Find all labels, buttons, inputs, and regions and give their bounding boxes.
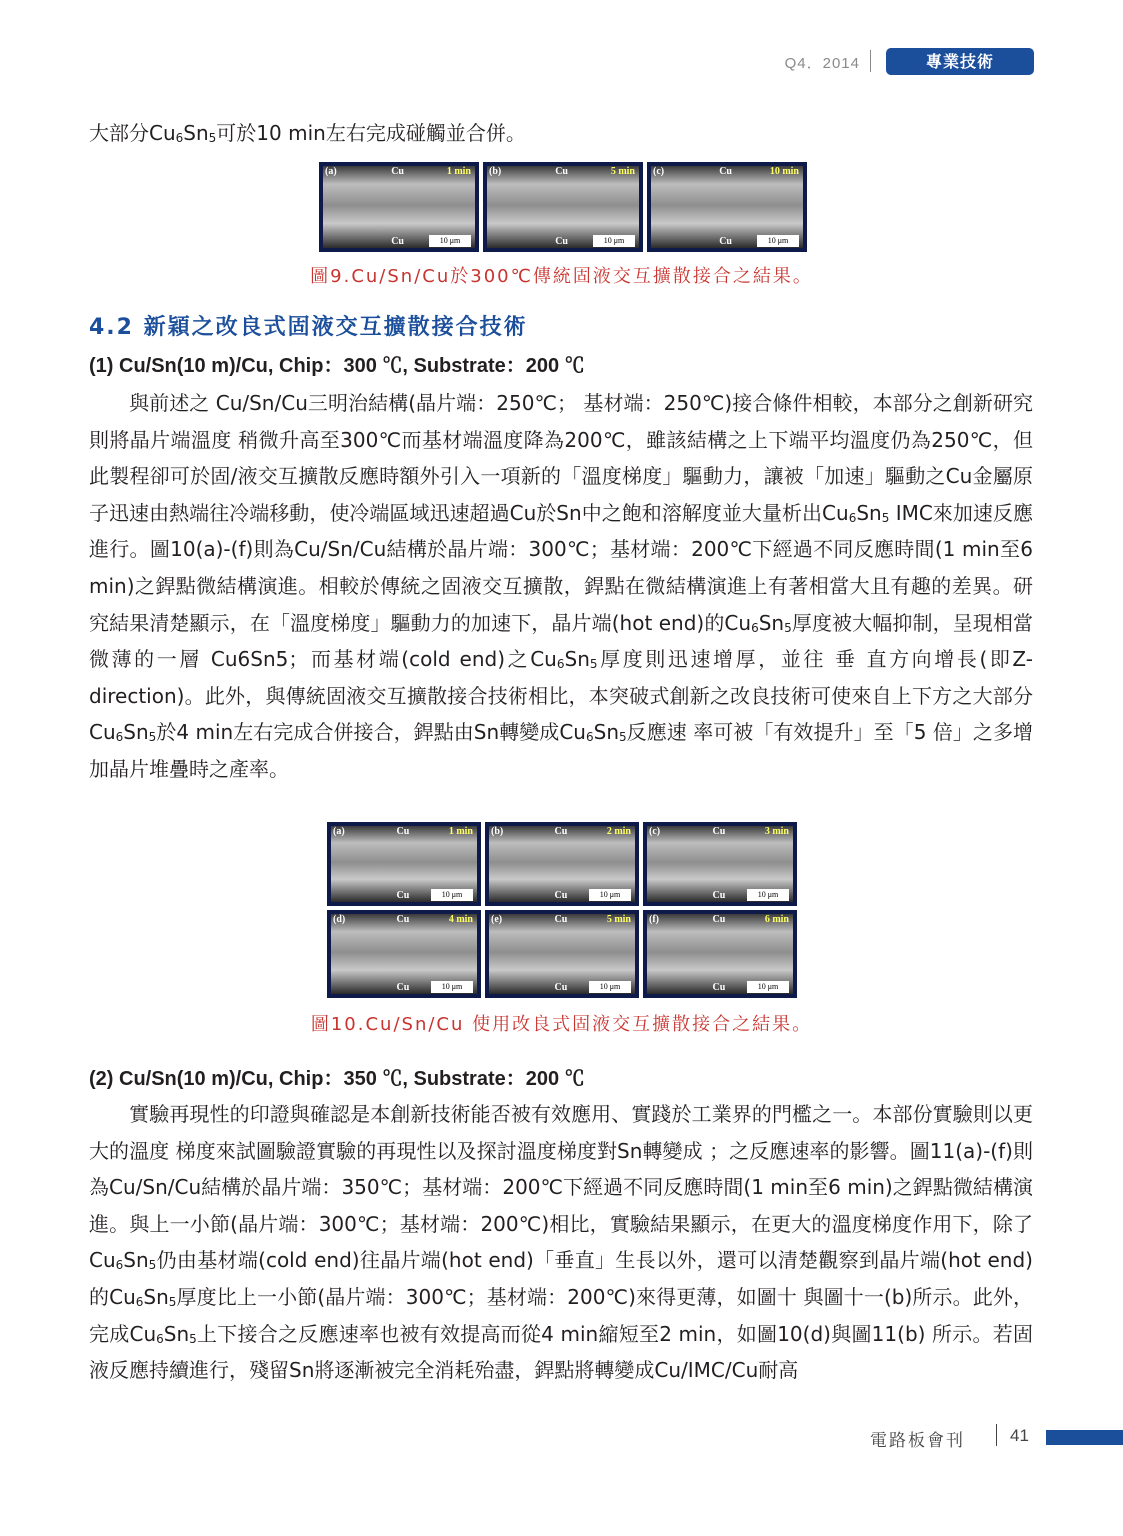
figure-10-panel: [485, 822, 639, 906]
scale-bar: 10 μm: [747, 981, 789, 993]
panel-bottom-label: Cu: [712, 982, 726, 993]
body-paragraph-2: 實驗再現性的印證與確認是本創新技術能否被有效應用、實踐於工業界的門檻之一。本部份實驗則以更大的溫度 梯度來試圖驗證實驗的再現性以及探討溫度梯度對Sn轉變成 ；之反應速率的影響。圖11(a)-(f)則為Cu/Sn/Cu結構於晶片端：350℃；基材端：200℃下經過不同反應時間(1 min至6 min)之銲點微結構演進。與上一小節(晶片端：300℃；基材端：200℃)相比，實驗結果顯示，在更大的溫度梯度作用下，除了$Cu_6Sn_5$仍由基材端(cold end)往晶片端(hot end)「垂直」生長以外，還可以清楚觀察到晶片端(hot end)的$Cu_6Sn_5$厚度比上一小節(晶片端：300℃；基材端：200℃)來得更薄，如圖十 與圖十一(b)所示。此外，完成$Cu_6Sn_5$上下接合之反應速率也被有效提高而從4 min縮短至2 min，如圖10(d)與圖11(b) 所示。若固液反應持續進行，殘留Sn將逐漸被完全消耗殆盡，銲點將轉變成Cu/IMC/Cu耐高: [89, 1102, 1034, 1383]
issue-label: Q4．2014: [784, 55, 860, 72]
panel-label: (b): [489, 166, 502, 177]
panel-time: 1 min: [446, 166, 471, 177]
subsection-heading-1: (1) Cu/Sn(10 m)/Cu, Chip：300 ℃, Substrate：200 ℃: [89, 355, 585, 377]
scale-bar: 10 μm: [589, 889, 631, 901]
panel-bottom-label: Cu: [554, 890, 568, 901]
scale-bar: 10 μm: [747, 889, 789, 901]
figure-10-panel: [327, 822, 481, 906]
figure-9-caption: 圖9.Cu/Sn/Cu於300℃傳統固液交互擴散接合之結果。: [310, 266, 813, 287]
panel-top-label: Cu: [396, 914, 410, 925]
panel-label: (c): [649, 826, 661, 837]
figure-9: [319, 162, 809, 252]
panel-top-label: Cu: [712, 826, 726, 837]
panel-label: (a): [333, 826, 345, 837]
footer-bar: [1046, 1430, 1123, 1445]
section-badge: 專業技術: [886, 48, 1034, 75]
panel-time: 5 min: [610, 166, 635, 177]
header-divider: [870, 50, 871, 72]
panel-top-label: Cu: [719, 166, 732, 177]
figure-10-panel: [485, 910, 639, 998]
body-paragraph-1: 與前述之 Cu/Sn/Cu三明治結構(晶片端：250℃； 基材端：250℃)接合條件相較，本部分之創新研究則將晶片端溫度 稍微升高至300℃而基材端溫度降為200℃，雖該結構之上下端平均溫度仍為250℃，但此製程卻可於固/液交互擴散反應時額外引入一項新的「溫度梯度」驅動力，讓被「加速」驅動之Cu金屬原子迅速由熱端往冷端移動，使冷端區域迅速超過Cu於Sn中之飽和溶解度並大量析出$Cu_6Sn_5$ IMC來加速反應進行。圖10(a)-(f)則為Cu/Sn/Cu結構於晶片端：300℃；基材端：200℃下經過不同反應時間(1 min至6 min)之銲點微結構演進。相較於傳統之固液交互擴散，銲點在微結構演進上有著相當大且有趣的差異。研究結果清楚顯示，在「溫度梯度」驅動力的加速下，晶片端(hot end)的$Cu_6Sn_5$厚度被大幅抑制，呈現相當微薄的一層 Cu6Sn5；而基材端(cold end)之$Cu_6Sn_5$厚度則迅速增厚，並往 垂 直方向增長(即Z-direction)。此外，與傳統固液交互擴散接合技術相比，本突破式創新之改良技術可使來自上下方之大部分$Cu_6Sn_5$於4 min左右完成合併接合，銲點由Sn轉變成$Cu_6Sn_5$反應速 率可被「有效提升」至「5 倍」之多增加晶片堆疊時之產率。: [89, 391, 1033, 781]
panel-label: (a): [325, 166, 337, 177]
panel-bottom-label: Cu: [712, 890, 726, 901]
panel-time: 6 min: [764, 914, 789, 925]
panel-label: (f): [649, 914, 659, 925]
panel-time: 5 min: [606, 914, 631, 925]
footer-divider: [996, 1424, 997, 1446]
journal-title: 電路板會刊: [870, 1431, 965, 1451]
figure-10-panel: [643, 822, 797, 906]
figure-10: [327, 822, 803, 998]
panel-label: (e): [491, 914, 503, 925]
panel-time: 3 min: [764, 826, 789, 837]
figure-9-panel: [647, 162, 807, 252]
page-number: 41: [1010, 1426, 1029, 1445]
panel-bottom-label: Cu: [719, 236, 732, 247]
panel-label: (d): [333, 914, 346, 925]
panel-top-label: Cu: [391, 166, 404, 177]
figure-9-panel: [483, 162, 643, 252]
panel-bottom-label: Cu: [391, 236, 404, 247]
panel-bottom-label: Cu: [555, 236, 568, 247]
scale-bar: 10 μm: [593, 235, 635, 247]
scale-bar: 10 μm: [431, 889, 473, 901]
panel-time: 10 min: [769, 166, 799, 177]
scale-bar: 10 μm: [429, 235, 471, 247]
panel-top-label: Cu: [555, 166, 568, 177]
panel-label: (b): [491, 826, 504, 837]
figure-9-panel: [319, 162, 479, 252]
figure-10-caption: 圖10.Cu/Sn/Cu 使用改良式固液交互擴散接合之結果。: [310, 1014, 813, 1035]
panel-top-label: Cu: [554, 914, 568, 925]
panel-bottom-label: Cu: [396, 982, 410, 993]
panel-bottom-label: Cu: [554, 982, 568, 993]
section-title: 4.2 新穎之改良式固液交互擴散接合技術: [89, 315, 528, 340]
panel-top-label: Cu: [396, 826, 410, 837]
intro-paragraph: 大部分$Cu_6Sn_5$可於10 min左右完成碰觸並合併。: [89, 121, 526, 145]
subsection-heading-2: (2) Cu/Sn(10 m)/Cu, Chip：350 ℃, Substrate：200 ℃: [89, 1068, 585, 1090]
figure-10-panel: [643, 910, 797, 998]
panel-bottom-label: Cu: [396, 890, 410, 901]
panel-time: 2 min: [606, 826, 631, 837]
scale-bar: 10 μm: [757, 235, 799, 247]
scale-bar: 10 μm: [431, 981, 473, 993]
panel-top-label: Cu: [712, 914, 726, 925]
panel-label: (c): [653, 166, 665, 177]
panel-top-label: Cu: [554, 826, 568, 837]
scale-bar: 10 μm: [589, 981, 631, 993]
panel-time: 4 min: [448, 914, 473, 925]
figure-10-panel: [327, 910, 481, 998]
panel-time: 1 min: [448, 826, 473, 837]
